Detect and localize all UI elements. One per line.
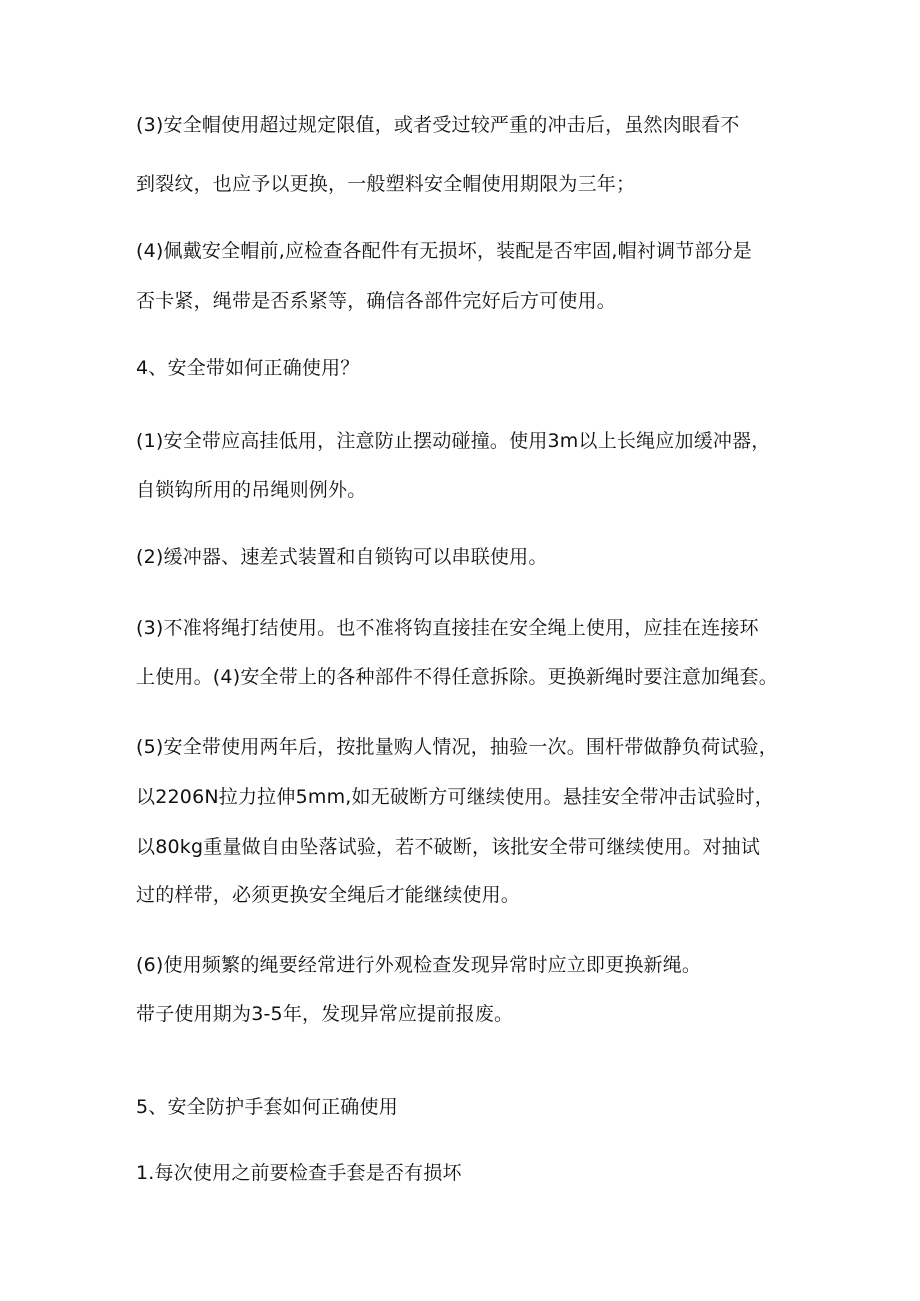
paragraph-line: (4)佩戴安全帽前,应检查各配件有无损坏，装配是否牢固,帽衬调节部分是 <box>136 240 752 262</box>
paragraph-line: 以2206N拉力拉伸5mm,如无破断方可继续使用。悬挂安全带冲击试验时， <box>136 786 774 808</box>
paragraph-line: 以80kg重量做自由坠落试验，若不破断，该批安全带可继续使用。对抽试 <box>136 836 761 858</box>
paragraph-line: (5)安全带使用两年后，按批量购人情况，抽验一次。围杆带做静负荷试验， <box>136 736 778 758</box>
paragraph-line: 自锁钩所用的吊绳则例外。 <box>136 479 367 501</box>
paragraph-line: 过的样带，必须更换安全绳后才能继续使用。 <box>136 884 521 906</box>
paragraph-line: 到裂纹，也应予以更换，一般塑料安全帽使用期限为三年； <box>136 173 636 195</box>
paragraph-line: (3)安全帽使用超过规定限值，或者受过较严重的冲击后，虽然肉眼看不 <box>136 114 740 136</box>
paragraph-line: 1.每次使用之前要检查手套是否有损坏 <box>136 1162 462 1184</box>
paragraph-line: (6)使用频繁的绳要经常进行外观检查发现异常时应立即更换新绳。 <box>136 954 702 976</box>
paragraph-line: (3)不准将绳打结使用。也不准将钩直接挂在安全绳上使用，应挂在连接环 <box>136 617 759 639</box>
section-heading: 4、安全带如何正确使用？ <box>136 357 360 379</box>
section-heading: 5、安全防护手套如何正确使用 <box>136 1096 398 1118</box>
paragraph-line: (1)安全带应高挂低用，注意防止摆动碰撞。使用3m以上长绳应加缓冲器， <box>136 430 771 452</box>
paragraph-line: 否卡紧，绳带是否系紧等，确信各部件完好后方可使用。 <box>136 290 617 312</box>
paragraph-line: 带子使用期为3-5年，发现异常应提前报废。 <box>136 1003 514 1025</box>
paragraph-line: 上使用。(4)安全带上的各种部件不得任意拆除。更换新绳时要注意加绳套。 <box>136 666 778 688</box>
paragraph-line: (2)缓冲器、速差式装置和自锁钩可以串联使用。 <box>136 546 548 568</box>
